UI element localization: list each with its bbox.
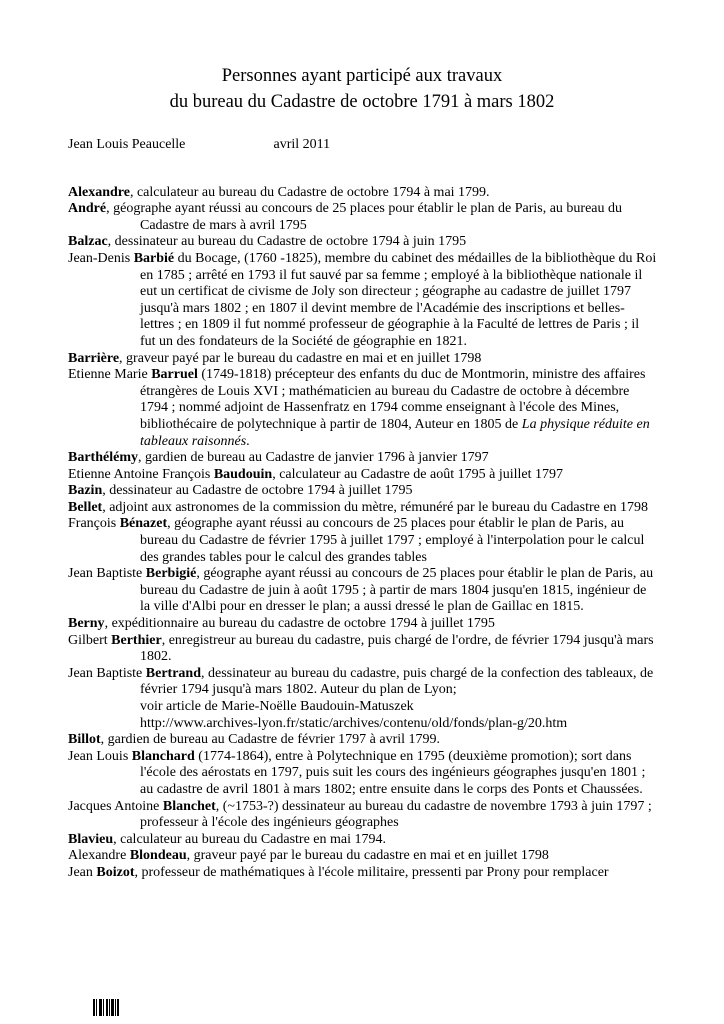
- entry-paragraph: Bellet, adjoint aux astronomes de la commission du mètre, rémunéré par le bureau du Cadastre en 1798: [68, 499, 649, 515]
- title-line-1: Personnes ayant participé aux travaux: [221, 66, 503, 86]
- entry-paragraph: Jean Baptiste Berbigié, géographe ayant réussi au concours de 25 places pour établir le plan de Paris, au bureau du Cadastre de juin à août 1795 ; à partir de mars 1804 jusqu'en 1815, ingénieur de la ville d'Albi pour en dresser le plan; a aussi dressé le plan de Gaillac en 1815.: [68, 566, 654, 615]
- entry-paragraph: Alexandre Blondeau, graveur payé par le bureau du cadastre en mai et en juillet 1798: [68, 848, 549, 864]
- entry-paragraph: Blavieu, calculateur au bureau du Cadastre en mai 1794.: [68, 831, 387, 847]
- byline: [68, 137, 656, 154]
- author-name: Jean Louis Peaucelle: [68, 137, 186, 152]
- entry-paragraph: Alexandre, calculateur au bureau du Cadastre de octobre 1794 à mai 1799.: [68, 184, 490, 200]
- document-date: avril 2011: [273, 137, 331, 152]
- entry-paragraph: Jean Boizot, professeur de mathématiques à l'école militaire, pressenti par Prony pour remplacer: [68, 864, 609, 880]
- entry-paragraph: Billot, gardien de bureau au Cadastre de février 1797 à avril 1799.: [68, 732, 441, 748]
- entry-paragraph: Barrière, graveur payé par le bureau du cadastre en mai et en juillet 1798: [68, 350, 482, 366]
- entry-paragraph: Etienne Antoine François Baudouin, calculateur au Cadastre de août 1795 à juillet 1797: [68, 466, 563, 482]
- entry-paragraph: Jean Baptiste Bertrand, dessinateur au bureau du cadastre, puis chargé de la confection des tableaux, de février 1794 jusqu'à mars 1802. Auteur du plan de Lyon; voir article de Marie-Noëlle Baudouin-Matuszek http://www.archives-lyon.fr/static/archives/contenu/old/fonds/plan-g/20.htm: [68, 665, 654, 731]
- entries-list: [68, 185, 657, 882]
- entry-paragraph: Etienne Marie Barruel (1749-1818) précepteur des enfants du duc de Montmorin, ministre des affaires étrangères de Louis XVI ; mathématicien au bureau du Cadastre de octobre à décembre 1794 ; nommé adjoint de Hassenfratz en 1794 comme enseignant à l'école des Mines, bibliothécaire de polytechnique à partir de 1804, Auteur en 1805 de La physique réduite en tableaux raisonnés.: [68, 367, 650, 449]
- entry-paragraph: François Bénazet, géographe ayant réussi au concours de 25 places pour établir le plan de Paris, au bureau du Cadastre de février 1795 à juillet 1797 ; employé à l'interpolation pour le calcul des grandes tables pour le calcul des grandes tables: [68, 516, 645, 565]
- title-line-2: du bureau du Cadastre de octobre 1791 à mars 1802: [169, 92, 555, 112]
- barcode-icon: [93, 999, 119, 1016]
- entry-paragraph: Gilbert Berthier, enregistreur au bureau du cadastre, puis chargé de l'ordre, de février 1794 jusqu'à mars 1802.: [68, 632, 654, 665]
- entry-paragraph: Berny, expéditionnaire au bureau du cadastre de octobre 1794 à juillet 1795: [68, 616, 495, 632]
- page-title: [0, 0, 724, 115]
- entry-paragraph: Balzac, dessinateur au bureau du Cadastre de octobre 1794 à juin 1795: [68, 234, 467, 250]
- entry-paragraph: André, géographe ayant réussi au concours de 25 places pour établir le plan de Paris, au bureau du Cadastre de mars à avril 1795: [68, 201, 622, 233]
- entry-paragraph: Jean-Denis Barbié du Bocage, (1760 -1825), membre du cabinet des médailles de la bibliothèque du Roi en 1785 ; arrêté en 1793 il fut sauvé par sa femme ; employé à la bibliothèque nationale il eut un certificat de civisme de Joly son directeur ; géographe au cadastre de juillet 1797 jusqu'à mars 1802 ; en 1807 il devint membre de l'Académie des inscriptions et belles-lettres ; en 1809 il fut nommé professeur de géographie à la Faculté de lettres de Paris ; il fut un des fondateurs de la Société de géographie en 1821.: [68, 250, 657, 349]
- entry-paragraph: Jean Louis Blanchard (1774-1864), entre à Polytechnique en 1795 (deuxième promotion); sort dans l'école des aérostats en 1797, puis suit les cours des ingénieurs géographes jusqu'en 1801 ; au cadastre de avril 1801 à mars 1802; entre ensuite dans le corps des Ponts et Chaussées.: [68, 748, 646, 797]
- entry-paragraph: Barthélémy, gardien de bureau au Cadastre de janvier 1796 à janvier 1797: [68, 450, 489, 466]
- entry-paragraph: Bazin, dessinateur au Cadastre de octobre 1794 à juillet 1795: [68, 483, 413, 499]
- entry-paragraph: Jacques Antoine Blanchet, (~1753-?) dessinateur au bureau du cadastre de novembre 1793 à juin 1797 ; professeur à l'école des ingénieurs géographes: [68, 798, 652, 831]
